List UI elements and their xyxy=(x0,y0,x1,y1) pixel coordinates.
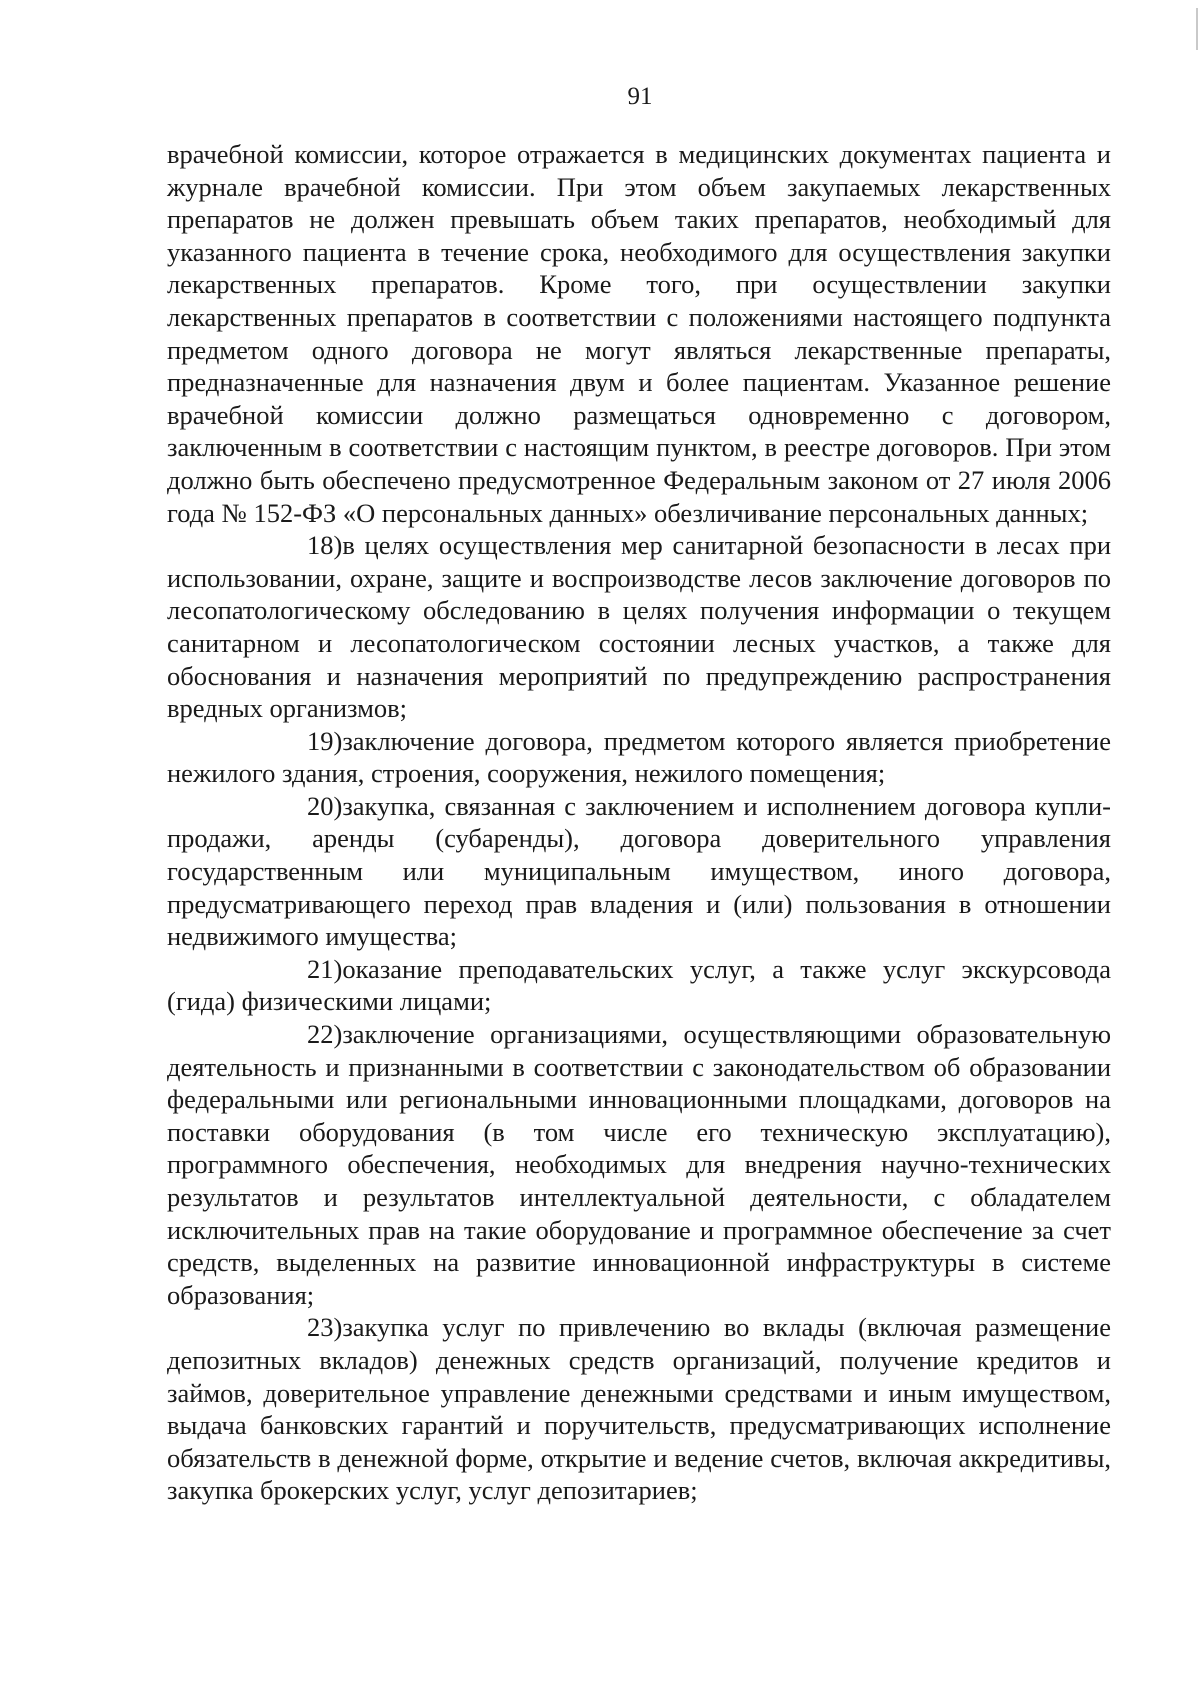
list-item-18 xyxy=(167,529,1111,725)
item-number: 18) xyxy=(307,530,343,561)
item-text: закупка услуг по привлечению во вклады (включая размещение депозитных вкладов) денежных средств организаций, получение кредитов и займов, доверительное управление денежными средствами и иным имуществом, выдача банковских гарантий и поручительств, предусматривающих исполнение обязательств в денежной форме, открытие и ведение счетов, включая аккредитивы, закупка брокерских услуг, услуг депозитариев; xyxy=(167,1312,1111,1506)
scan-edge-mark xyxy=(1196,8,1198,50)
item-number: 23) xyxy=(307,1312,343,1343)
item-number: 22) xyxy=(307,1019,343,1050)
paragraph-text: врачебной комиссии, которое отражается в медицинских документах пациента и журнале врачебной комиссии. При этом объем закупаемых лекарственных препаратов не должен превышать объем таких препаратов, необходимый для указанного пациента в течение срока, необходимого для осуществления закупки лекарственных препаратов. Кроме того, при осуществлении закупки лекарственных препаратов в соответствии с положениями настоящего подпункта предметом одного договора не могут являться лекарственные препараты, предназначенные для назначения двум и более пациентам. Указанное решение врачебной комиссии должно размещаться одновременно с договором, заключенным в соответствии с настоящим пунктом, в реестре договоров. При этом должно быть обеспечено предусмотренное Федеральным законом от 27 июля 2006 года № 152-ФЗ «О персональных данных» обезличивание персональных данных; xyxy=(167,139,1111,528)
item-number: 21) xyxy=(307,953,343,984)
list-item-22 xyxy=(167,1018,1111,1311)
item-text: заключение договора, предметом которого является приобретение нежилого здания, строения, сооружения, нежилого помещения; xyxy=(167,725,1111,789)
paragraph-continuation xyxy=(167,138,1111,529)
item-text: оказание преподавательских услуг, а также услуг экскурсовода (гида) физическими лицами; xyxy=(167,953,1111,1017)
item-number: 20) xyxy=(307,790,343,821)
item-text: в целях осуществления мер санитарной безопасности в лесах при использовании, охране, защите и воспроизводстве лесов заключение договоров по лесопатологическому обследованию в целях получения информации о текущем санитарном и лесопатологическом состоянии лесных участков, а также для обоснования и назначения мероприятий по предупреждению распространения вредных организмов; xyxy=(167,530,1111,724)
page-number: 91 xyxy=(627,83,653,110)
list-item-21 xyxy=(167,953,1111,1018)
item-text: закупка, связанная с заключением и исполнением договора купли- продажи, аренды (субаренды), договора доверительного управления государственным или муниципальным имуществом, иного договора, предусматривающего переход прав владения и (или) пользования в отношении недвижимого имущества; xyxy=(167,790,1111,952)
item-text: заключение организациями, осуществляющими образовательную деятельность и признанными в соответствии с законодательством об образовании федеральными или региональными инновационными площадками, договоров на поставки оборудования (в том числе его техническую эксплуатацию), программного обеспечения, необходимых для внедрения научно-технических результатов и результатов интеллектуальной деятельности, с обладателем исключительных прав на такие оборудование и программное обеспечение за счет средств, выделенных на развитие инновационной инфраструктуры в системе образования; xyxy=(167,1019,1111,1310)
list-item-20 xyxy=(167,790,1111,953)
item-number: 19) xyxy=(307,725,343,756)
list-item-19 xyxy=(167,725,1111,790)
document-body xyxy=(167,138,1111,1507)
list-item-23 xyxy=(167,1311,1111,1507)
